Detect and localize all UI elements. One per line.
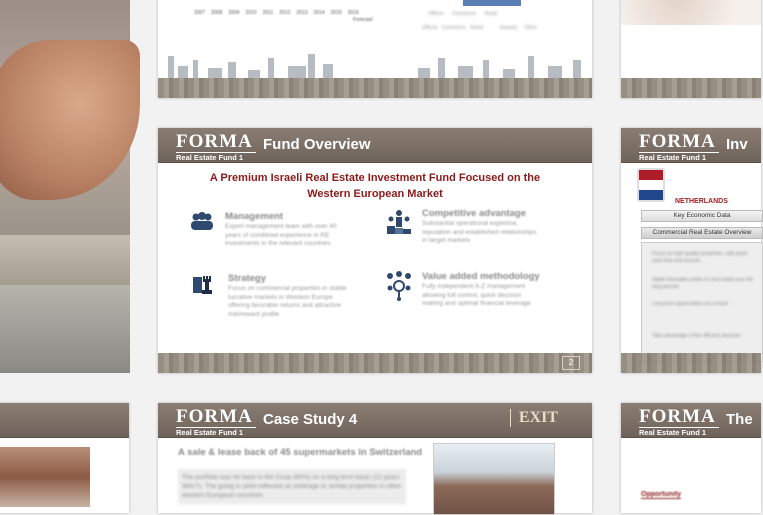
slide-header [158,403,592,438]
opportunity-tag: Opportunity [641,491,682,498]
bullet-item: Stable favorable yields on real estate over the long periods [652,277,754,290]
feature-title: Competitive advantage [422,208,526,219]
bullet-item: Take advantage of the efficient structure [652,333,741,339]
case-study-subtitle: A sale & lease back of 45 supermarkets in Switzerland [178,447,423,458]
arm-shape [0,40,140,200]
feature-title: Value added methodology [422,271,540,282]
slide-title: The [726,411,753,428]
feature-body: Focus on commercial properties in stable lucrative markets in Western Europe offering favorable returns and attractive risk/reward profile [228,285,347,318]
chart-legend: Offices Commerce Retail [428,11,498,17]
page-number: 2 [562,356,580,370]
background-photo-left [0,0,130,373]
slide-subtitle: A Premium Israeli Real Estate Investment Fund Focused on the Western European Market [209,172,541,200]
bar-chart-mini [180,0,350,2]
team-icon [188,211,216,239]
slide-chart-top[interactable] [158,0,592,98]
slide-title: Inv [726,136,748,153]
network-icon [385,271,413,299]
slide-bottom-right[interactable] [621,403,761,513]
water-reflection [0,285,130,373]
slide-bottom-left[interactable] [0,403,129,513]
commercial-real-estate-button[interactable]: Commercial Real Estate Overview [641,227,763,239]
slide-investment-right[interactable] [621,128,761,373]
forma-logo: FORMA Real Estate Fund 1 [176,407,256,434]
slide-title: Fund Overview [263,136,371,153]
chess-icon [191,273,219,301]
feature-title: Management [225,211,284,222]
footer-band [621,78,761,98]
slide-title: Case Study 4 [263,411,358,428]
feature-body: Fully independent A-Z management allowing full control, quick decision making and optimal financial leverage [422,283,531,307]
slide-fund-overview[interactable] [158,128,592,373]
country-label: NETHERLANDS [675,198,728,205]
forma-logo: FORMA Real Estate Fund 1 [639,132,719,159]
bullet-item: Long term appreciation as a result [652,301,728,307]
chart-year-axis: 2007 2008 2009 2010 2011 2012 2013 2014 2015 2016 [194,10,359,16]
feature-body: Substantial operational expertise, reputation and established relationships in target markets [422,220,537,244]
supermarket-photo [433,443,555,515]
blue-bar-block [463,0,521,6]
exit-label: EXIT [510,409,558,427]
footer-band [158,353,592,373]
footer-band [158,78,592,98]
slide-header [158,128,592,163]
chart-category-axis: Offices Commerce Retail Industry Other [422,25,537,31]
case-study-body: The portfolio was let back to the Coop (80%) on a long term basis (12 years WALT). The going in yield reflected an arbitrage to similar properties in other western European countries [178,469,406,504]
bullet-item: Focus on high quality properties, with good cash flow and tenants [652,251,748,264]
forma-logo: FORMA Real Estate Fund 1 [176,132,256,159]
building-photo [0,447,90,507]
city-skyline-photo [0,235,130,285]
flag-netherlands [637,168,665,202]
slide-case-study[interactable] [158,403,592,513]
key-economic-data-button[interactable]: Key Economic Data [641,210,763,222]
footer-band [621,353,761,373]
forma-logo: FORMA Real Estate Fund 1 [639,407,719,434]
slide-header [621,403,761,438]
skyline-decoration [158,44,592,78]
bullet-list [641,242,763,362]
podium-icon [385,208,413,236]
feature-body: Expert management team with over 40 years of combined experience in RE investments in the relevant countries [225,223,337,247]
forecast-label: Forecast [353,17,373,23]
slide-top-right[interactable] [621,0,761,98]
hand-photo [621,0,761,25]
feature-title: Strategy [228,273,267,284]
slide-header [621,128,761,163]
slide-header [0,403,129,438]
